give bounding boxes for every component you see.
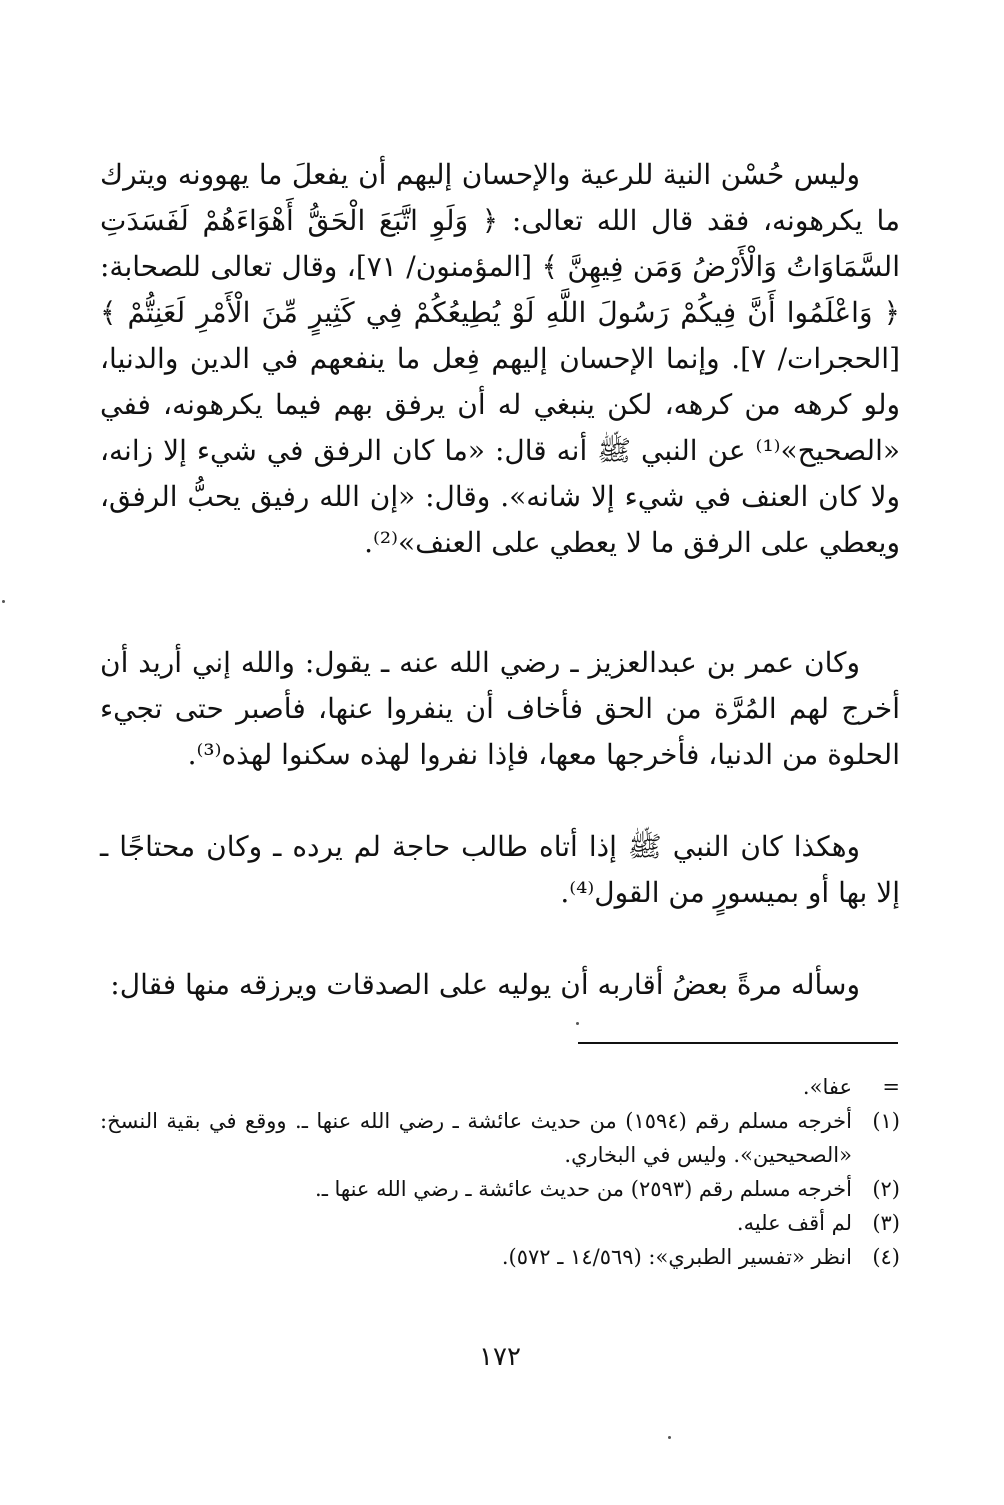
footnote-number: (٣)	[872, 1211, 900, 1235]
footnote-number: (٤)	[872, 1245, 900, 1269]
footnote-1	[100, 1104, 900, 1172]
footnote-continuation	[100, 1070, 900, 1104]
footnote-separator	[578, 1042, 898, 1044]
paragraph-1: وليس حُسْن النية للرعية والإحسان إليهم أن يفعلَ ما يهوونه ويترك ما يكرهونه، فقد قال الله تعالى: ﴿ وَلَوِ اتَّبَعَ الْحَقُّ أَهْوَاءَهُمْ لَفَسَدَتِ السَّمَاوَاتُ وَالْأَرْضُ وَمَن فِيهِنَّ ﴾ [المؤمنون/ ٧١]، وقال تعالى للصحابة: ﴿ وَاعْلَمُوا أَنَّ فِيكُمْ رَسُولَ اللَّهِ لَوْ يُطِيعُكُمْ فِي كَثِيرٍ مِّنَ الْأَمْرِ لَعَنِتُّمْ ﴾ [الحجرات/ ٧]. وإنما الإحسان إليهم فِعل ما ينفعهم في الدين والدنيا، ولو كرهه من كرهه، لكن ينبغي له أن يرفق بهم فيما يكرهونه، ففي «الصحيح»⁽¹⁾ عن النبي ﷺ أنه قال: «ما كان الرفق في شيء إلا زانه، ولا كان العنف في شيء إلا شانه». وقال: «إن الله رفيق يحبُّ الرفق، ويعطي على الرفق ما لا يعطي على العنف»⁽²⁾.	[100, 158, 900, 559]
page-number: ١٧٢	[479, 1342, 521, 1372]
footnotes	[100, 1070, 900, 1274]
scan-speck	[576, 1022, 579, 1025]
footnote-number: (٢)	[872, 1177, 900, 1201]
paragraph-3: وهكذا كان النبي ﷺ إذا أتاه طالب حاجة لم يرده ـ وكان محتاجًا ـ إلا بها أو بميسورٍ من القول⁽⁴⁾.	[100, 830, 900, 909]
scan-speck	[2, 600, 5, 603]
footnote-marker: =	[882, 1075, 900, 1099]
footnote-number: (١)	[872, 1109, 900, 1133]
scan-speck	[668, 1436, 671, 1439]
footnote-3	[100, 1206, 900, 1240]
paragraph-2: وكان عمر بن عبدالعزيز ـ رضي الله عنه ـ يقول: والله إني أريد أن أخرج لهم المُرَّة من الحق فأخاف أن ينفروا عنها، فأصبر حتى تجيء الحلوة من الدنيا، فأخرجها معها، فإذا نفروا لهذه سكنوا لهذه⁽³⁾.	[100, 646, 900, 771]
paragraph-4: وسأله مرةً بعضُ أقاربه أن يوليه على الصدقات ويرزقه منها فقال:	[110, 968, 860, 1001]
footnote-4	[100, 1240, 900, 1274]
footnote-text: أخرجه مسلم رقم (١٥٩٤) من حديث عائشة ـ رضي الله عنها ـ. ووقع في بقية النسخ: «الصحيحين». وليس في البخاري.	[100, 1109, 852, 1167]
footnote-text: أخرجه مسلم رقم (٢٥٩٣) من حديث عائشة ـ رضي الله عنها ـ.	[315, 1177, 852, 1201]
footnote-2	[100, 1172, 900, 1206]
footnote-text: لم أقف عليه.	[736, 1211, 852, 1235]
footnote-text: عفا».	[802, 1075, 852, 1099]
footnote-text: انظر «تفسير الطبري»: (١٤/٥٦٩ ـ ٥٧٢).	[501, 1245, 852, 1269]
